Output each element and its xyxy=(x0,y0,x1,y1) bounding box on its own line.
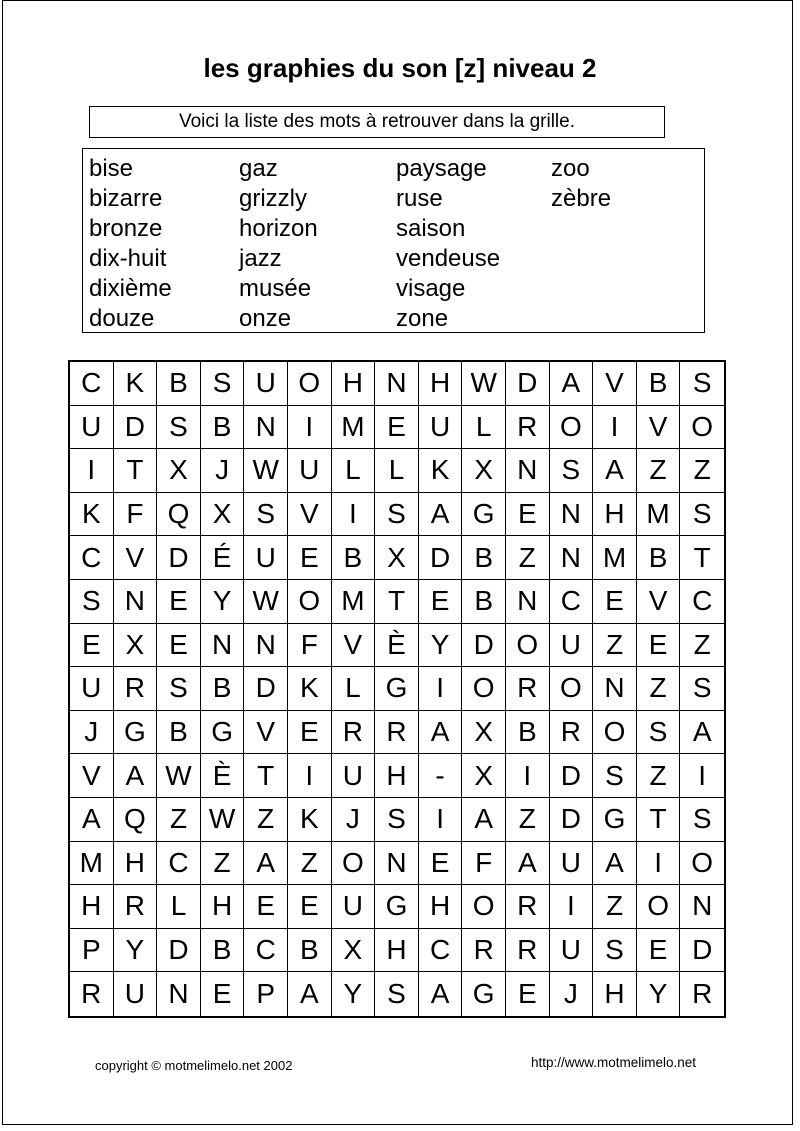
grid-cell: Z xyxy=(637,667,681,711)
grid-cell: - xyxy=(419,754,463,798)
grid-cell: P xyxy=(244,972,288,1016)
grid-cell: D xyxy=(506,362,550,406)
grid-cell: B xyxy=(506,711,550,755)
word-list-item: bizarre xyxy=(89,185,163,212)
grid-cell: H xyxy=(332,362,376,406)
grid-cell: S xyxy=(593,754,637,798)
grid-cell: U xyxy=(70,667,114,711)
grid-cell: U xyxy=(70,406,114,450)
grid-cell: X xyxy=(462,754,506,798)
grid-cell: W xyxy=(244,449,288,493)
grid-cell: L xyxy=(332,449,376,493)
instruction-box xyxy=(89,106,665,138)
grid-cell: I xyxy=(70,449,114,493)
word-list-item: bronze xyxy=(89,215,163,242)
grid-cell: H xyxy=(375,929,419,973)
word-list-item: musée xyxy=(239,275,312,302)
grid-cell: A xyxy=(419,711,463,755)
grid-cell: E xyxy=(506,493,550,537)
grid-cell: H xyxy=(593,493,637,537)
grid-cell: U xyxy=(244,362,288,406)
grid-cell: B xyxy=(157,711,201,755)
grid-cell: O xyxy=(680,842,724,886)
grid-cell: D xyxy=(114,406,158,450)
grid-cell: V xyxy=(244,711,288,755)
grid-cell: A xyxy=(114,754,158,798)
grid-cell: Y xyxy=(201,580,245,624)
grid-cell: S xyxy=(593,929,637,973)
grid-cell: Z xyxy=(593,624,637,668)
grid-cell: V xyxy=(637,406,681,450)
grid-cell: È xyxy=(201,754,245,798)
grid-cell: D xyxy=(157,929,201,973)
grid-cell: R xyxy=(506,929,550,973)
grid-cell: I xyxy=(637,842,681,886)
grid-cell: V xyxy=(114,536,158,580)
grid-cell: I xyxy=(506,754,550,798)
grid-cell: C xyxy=(70,362,114,406)
grid-cell: F xyxy=(462,842,506,886)
grid-cell: I xyxy=(288,754,332,798)
grid-cell: D xyxy=(419,536,463,580)
grid-cell: D xyxy=(157,536,201,580)
grid-cell: S xyxy=(680,362,724,406)
page-title: les graphies du son [z] niveau 2 xyxy=(203,53,597,83)
grid-cell: J xyxy=(550,972,594,1016)
grid-cell: I xyxy=(593,406,637,450)
grid-cell: N xyxy=(114,580,158,624)
word-list-item: visage xyxy=(396,275,466,302)
grid-cell: V xyxy=(637,580,681,624)
grid-cell: C xyxy=(244,929,288,973)
grid-cell: Y xyxy=(637,972,681,1016)
grid-cell: S xyxy=(375,493,419,537)
grid-cell: S xyxy=(70,580,114,624)
grid-cell: S xyxy=(550,449,594,493)
grid-cell: A xyxy=(593,449,637,493)
grid-cell: G xyxy=(462,972,506,1016)
grid-cell: G xyxy=(375,885,419,929)
word-list-item: horizon xyxy=(239,215,318,242)
grid-cell: N xyxy=(375,362,419,406)
grid-cell: O xyxy=(288,362,332,406)
grid-cell: B xyxy=(201,929,245,973)
grid-cell: Y xyxy=(419,624,463,668)
grid-cell: S xyxy=(157,406,201,450)
grid-cell: Z xyxy=(680,449,724,493)
grid-cell: A xyxy=(419,972,463,1016)
word-list-item: grizzly xyxy=(239,185,308,212)
grid-cell: M xyxy=(593,536,637,580)
grid-cell: X xyxy=(332,929,376,973)
grid-cell: E xyxy=(244,885,288,929)
grid-cell: A xyxy=(550,362,594,406)
grid-cell: F xyxy=(114,493,158,537)
grid-cell: Z xyxy=(288,842,332,886)
grid-cell: Z xyxy=(637,449,681,493)
word-list-column-1 xyxy=(89,154,172,334)
grid-cell: B xyxy=(637,362,681,406)
grid-cell: J xyxy=(70,711,114,755)
grid-cell: Z xyxy=(680,624,724,668)
grid-cell: S xyxy=(680,493,724,537)
word-list-item: saison xyxy=(396,215,466,242)
grid-cell: N xyxy=(244,406,288,450)
grid-cell: N xyxy=(244,624,288,668)
grid-cell: U xyxy=(550,624,594,668)
grid-cell: E xyxy=(70,624,114,668)
word-list-item: bise xyxy=(89,155,134,182)
grid-cell: O xyxy=(462,667,506,711)
grid-cell: M xyxy=(70,842,114,886)
grid-cell: B xyxy=(462,580,506,624)
word-list-item: dix-huit xyxy=(89,245,167,272)
grid-cell: V xyxy=(70,754,114,798)
grid-cell: N xyxy=(506,580,550,624)
grid-cell: E xyxy=(201,972,245,1016)
grid-cell: W xyxy=(244,580,288,624)
grid-cell: X xyxy=(375,536,419,580)
grid-cell: D xyxy=(550,798,594,842)
grid-cell: N xyxy=(593,667,637,711)
grid-cell: C xyxy=(419,929,463,973)
grid-cell: E xyxy=(288,885,332,929)
grid-cell: U xyxy=(419,406,463,450)
grid-cell: S xyxy=(637,711,681,755)
grid-cell: O xyxy=(332,842,376,886)
grid-cell: A xyxy=(593,842,637,886)
grid-cell: D xyxy=(550,754,594,798)
grid-cell: A xyxy=(462,798,506,842)
grid-cell: R xyxy=(114,885,158,929)
grid-cell: Z xyxy=(506,536,550,580)
grid-cell: O xyxy=(593,711,637,755)
grid-cell: S xyxy=(375,972,419,1016)
grid-cell: N xyxy=(550,536,594,580)
grid-cell: A xyxy=(680,711,724,755)
grid-cell: T xyxy=(375,580,419,624)
grid-cell: F xyxy=(288,624,332,668)
grid-cell: S xyxy=(375,798,419,842)
grid-cell: U xyxy=(244,536,288,580)
grid-cell: C xyxy=(157,842,201,886)
grid-cell: C xyxy=(550,580,594,624)
grid-cell: Y xyxy=(332,972,376,1016)
grid-cell: S xyxy=(680,667,724,711)
grid-cell: E xyxy=(288,711,332,755)
grid-cell: K xyxy=(114,362,158,406)
word-list-item: jazz xyxy=(239,245,282,272)
grid-cell: U xyxy=(332,885,376,929)
word-list-item: dixième xyxy=(89,275,172,302)
grid-cell: T xyxy=(637,798,681,842)
grid-cell: H xyxy=(114,842,158,886)
grid-cell: I xyxy=(550,885,594,929)
grid-cell: G xyxy=(201,711,245,755)
grid-cell: O xyxy=(506,624,550,668)
word-list-item: paysage xyxy=(396,155,487,182)
grid-cell: O xyxy=(288,580,332,624)
grid-cell: R xyxy=(375,711,419,755)
grid-cell: U xyxy=(550,842,594,886)
grid-cell: U xyxy=(332,754,376,798)
grid-cell: R xyxy=(506,406,550,450)
grid-cell: J xyxy=(201,449,245,493)
instruction-text: Voici la liste des mots à retrouver dans la grille. xyxy=(178,111,575,132)
grid-cell: J xyxy=(332,798,376,842)
grid-cell: C xyxy=(70,536,114,580)
grid-cell: W xyxy=(157,754,201,798)
grid-cell: R xyxy=(332,711,376,755)
grid-cell: N xyxy=(201,624,245,668)
grid-cell: M xyxy=(637,493,681,537)
grid-cell: S xyxy=(680,798,724,842)
word-list-item: zoo xyxy=(551,155,590,182)
grid-cell: I xyxy=(680,754,724,798)
grid-cell: S xyxy=(244,493,288,537)
grid-cell: A xyxy=(288,972,332,1016)
grid-cell: U xyxy=(288,449,332,493)
grid-cell: V xyxy=(593,362,637,406)
grid-cell: U xyxy=(114,972,158,1016)
grid-cell: I xyxy=(419,667,463,711)
word-list-box xyxy=(82,148,705,333)
grid-cell: E xyxy=(157,624,201,668)
grid-cell: R xyxy=(692,978,713,1010)
grid-cell: H xyxy=(201,885,245,929)
grid-cell: K xyxy=(419,449,463,493)
grid-cell: C xyxy=(680,580,724,624)
grid-cell: B xyxy=(288,929,332,973)
grid-cell: Z xyxy=(593,885,637,929)
word-list-item: gaz xyxy=(239,155,278,182)
word-list-item: zèbre xyxy=(551,185,612,212)
grid-cell: K xyxy=(288,798,332,842)
grid-cell: R xyxy=(506,667,550,711)
grid-cell: E xyxy=(419,842,463,886)
grid-cell: M xyxy=(332,580,376,624)
grid-cell: R xyxy=(506,885,550,929)
grid-cell: È xyxy=(375,624,419,668)
grid-cell: N xyxy=(157,972,201,1016)
grid-cell: B xyxy=(201,406,245,450)
grid-cell: Z xyxy=(201,842,245,886)
grid-cell: X xyxy=(201,493,245,537)
grid-cell: D xyxy=(462,624,506,668)
grid-cell: K xyxy=(288,667,332,711)
grid-cell: E xyxy=(419,580,463,624)
grid-cell: E xyxy=(288,536,332,580)
grid-cell: H xyxy=(375,754,419,798)
word-list-item: ruse xyxy=(396,185,443,212)
grid-cell: O xyxy=(550,406,594,450)
grid-cell: S xyxy=(201,362,245,406)
grid-cell: T xyxy=(680,536,724,580)
grid-cell: H xyxy=(70,885,114,929)
grid-cell: R xyxy=(70,972,114,1016)
grid-cell: A xyxy=(244,842,288,886)
grid-cell: T xyxy=(244,754,288,798)
grid-cell: O xyxy=(550,667,594,711)
grid-cell: B xyxy=(201,667,245,711)
grid-cell: S xyxy=(157,667,201,711)
grid-cell: I xyxy=(419,798,463,842)
grid-cell: A xyxy=(506,842,550,886)
grid-cell: Z xyxy=(157,798,201,842)
grid-cell: V xyxy=(288,493,332,537)
letter-grid xyxy=(68,360,726,1018)
grid-cell: E xyxy=(637,624,681,668)
grid-cell: B xyxy=(157,362,201,406)
grid-cell: U xyxy=(550,929,594,973)
grid-cell: Z xyxy=(244,798,288,842)
word-list-column-3 xyxy=(396,154,500,334)
word-list-column-4 xyxy=(551,154,611,214)
grid-cell: H xyxy=(419,362,463,406)
grid-cell: L xyxy=(462,406,506,450)
grid-cell: H xyxy=(419,885,463,929)
grid-cell: V xyxy=(332,624,376,668)
grid-cell: T xyxy=(114,449,158,493)
grid-cell: E xyxy=(506,972,550,1016)
grid-cell: L xyxy=(332,667,376,711)
grid-cell: X xyxy=(462,449,506,493)
grid-cell: N xyxy=(550,493,594,537)
grid-cell: Q xyxy=(114,798,158,842)
grid-cell: M xyxy=(332,406,376,450)
grid-cell: X xyxy=(157,449,201,493)
grid-cell: G xyxy=(114,711,158,755)
grid-cell: I xyxy=(332,493,376,537)
grid-cell: H xyxy=(593,972,637,1016)
grid-cell: É xyxy=(201,536,245,580)
grid-cell: G xyxy=(375,667,419,711)
grid-cell: P xyxy=(70,929,114,973)
grid-cell: B xyxy=(332,536,376,580)
word-list-item: onze xyxy=(239,305,292,332)
grid-cell: R xyxy=(550,711,594,755)
grid-cell: G xyxy=(462,493,506,537)
grid-cell: D xyxy=(680,929,724,973)
grid-cell: E xyxy=(157,580,201,624)
grid-cell: W xyxy=(201,798,245,842)
word-list-item: vendeuse xyxy=(396,245,501,272)
grid-cell: A xyxy=(419,493,463,537)
grid-cell: O xyxy=(680,406,724,450)
grid-cell: Y xyxy=(114,929,158,973)
grid-cell: O xyxy=(637,885,681,929)
grid-cell: Q xyxy=(157,493,201,537)
grid-cell: N xyxy=(375,842,419,886)
grid-cell: E xyxy=(375,406,419,450)
grid-cell: N xyxy=(680,885,724,929)
grid-cell: E xyxy=(637,929,681,973)
word-list-column-2 xyxy=(239,154,318,334)
grid-cell: R xyxy=(462,929,506,973)
grid-cell: E xyxy=(593,580,637,624)
grid-cell: D xyxy=(244,667,288,711)
grid-cell: K xyxy=(70,493,114,537)
grid-cell: L xyxy=(157,885,201,929)
grid-cell: B xyxy=(462,536,506,580)
grid-cell: A xyxy=(70,798,114,842)
grid-cell: G xyxy=(593,798,637,842)
grid-cell: R xyxy=(114,667,158,711)
copyright-text: copyright © motmelimelo.net 2002 xyxy=(95,1058,293,1073)
grid-cell: W xyxy=(462,362,506,406)
grid-cell: I xyxy=(288,406,332,450)
grid-cell: N xyxy=(506,449,550,493)
website-url-link[interactable]: http://www.motmelimelo.net xyxy=(531,1055,697,1070)
grid-cell: B xyxy=(637,536,681,580)
grid-cell: L xyxy=(375,449,419,493)
word-list-item: zone xyxy=(396,305,449,332)
word-list-item: douze xyxy=(89,305,155,332)
grid-cell: O xyxy=(462,885,506,929)
grid-cell: X xyxy=(114,624,158,668)
grid-cell: Z xyxy=(506,798,550,842)
grid-cell: Z xyxy=(637,754,681,798)
grid-cell: X xyxy=(462,711,506,755)
